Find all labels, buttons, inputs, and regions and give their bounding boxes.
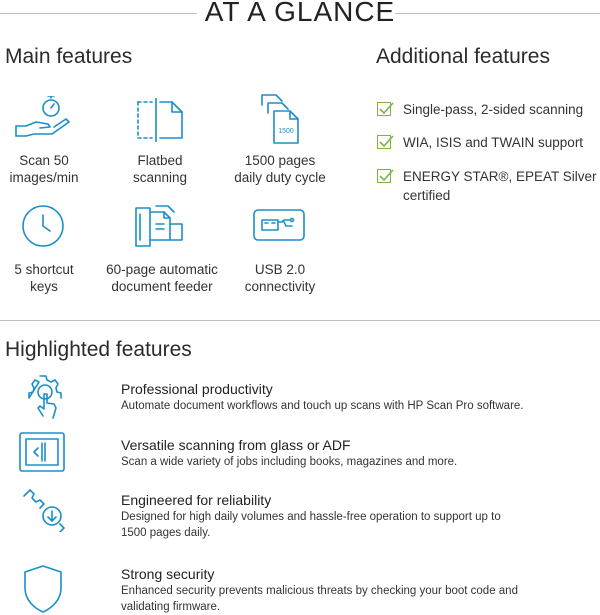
main-feature-line2: images/min bbox=[9, 170, 79, 185]
highlight-item bbox=[121, 381, 596, 414]
main-feature-line2: connectivity bbox=[244, 279, 316, 294]
title-bar bbox=[0, 0, 600, 28]
highlight-title: Versatile scanning from glass or ADF bbox=[121, 437, 351, 453]
clock-icon bbox=[20, 203, 66, 249]
wrench-download-icon bbox=[22, 488, 68, 532]
highlight-desc: Designed for high daily volumes and hassle-free operation to support up to bbox=[121, 511, 501, 523]
highlight-item bbox=[121, 492, 596, 541]
main-feature-scan-speed bbox=[0, 152, 88, 186]
additional-feature-item bbox=[403, 100, 598, 119]
main-feature-line1: 1500 pages bbox=[244, 153, 316, 168]
document-feeder-icon bbox=[134, 202, 186, 248]
checkbox-icon bbox=[377, 169, 391, 183]
page-stack-icon bbox=[258, 93, 302, 145]
main-feature-line2: daily duty cycle bbox=[234, 170, 326, 185]
section-divider bbox=[0, 320, 600, 321]
glass-adf-icon bbox=[18, 431, 66, 473]
highlight-item bbox=[121, 566, 596, 615]
highlight-title: Engineered for reliability bbox=[121, 492, 272, 508]
highlight-title: Strong security bbox=[121, 566, 215, 582]
page-stack-badge: 1500 bbox=[278, 128, 294, 135]
main-feature-flatbed bbox=[110, 152, 210, 186]
additional-feature-item bbox=[403, 133, 598, 152]
main-feature-line1: 60-page automatic bbox=[106, 262, 218, 277]
main-feature-line1: Scan 50 bbox=[19, 153, 69, 168]
additional-feature-line2: certified bbox=[403, 188, 451, 203]
highlight-item bbox=[121, 437, 596, 470]
highlight-desc: Scan a wide variety of jobs including books, magazines and more. bbox=[121, 456, 458, 468]
highlight-desc: 1500 pages daily. bbox=[121, 527, 211, 539]
additional-feature-item bbox=[403, 167, 598, 205]
additional-feature-line1: ENERGY STAR®, EPEAT Silver bbox=[403, 169, 597, 184]
main-feature-line2: document feeder bbox=[111, 279, 213, 294]
additional-feature-line1: WIA, ISIS and TWAIN support bbox=[403, 135, 584, 150]
main-features-heading: Main features bbox=[5, 45, 133, 68]
shield-icon bbox=[22, 564, 64, 614]
main-feature-line1: 5 shortcut bbox=[14, 262, 74, 277]
highlight-title: Professional productivity bbox=[121, 381, 273, 397]
main-feature-shortcut-keys bbox=[0, 261, 88, 295]
highlight-desc: Automate document workflows and touch up scans with HP Scan Pro software. bbox=[121, 400, 524, 412]
highlighted-features-heading: Highlighted features bbox=[5, 338, 192, 361]
additional-feature-line1: Single-pass, 2-sided scanning bbox=[403, 102, 584, 117]
main-feature-line2: keys bbox=[30, 279, 58, 294]
main-feature-line2: scanning bbox=[132, 170, 188, 185]
main-feature-line1: USB 2.0 bbox=[254, 262, 306, 277]
gear-touch-icon bbox=[26, 374, 62, 420]
highlight-desc: Enhanced security prevents malicious threats by checking your boot code and bbox=[121, 585, 518, 597]
additional-features-heading: Additional features bbox=[376, 45, 550, 68]
checkbox-icon bbox=[377, 135, 391, 149]
flatbed-scan-icon bbox=[136, 98, 184, 142]
main-feature-adf bbox=[92, 261, 232, 295]
page-title: AT A GLANCE bbox=[204, 0, 396, 27]
usb-icon bbox=[252, 208, 306, 242]
checkbox-icon bbox=[377, 102, 391, 116]
main-feature-duty-cycle bbox=[225, 152, 335, 186]
hand-stopwatch-icon bbox=[14, 96, 72, 142]
main-feature-usb bbox=[225, 261, 335, 295]
highlight-desc: validating firmware. bbox=[121, 601, 221, 613]
main-feature-line1: Flatbed bbox=[137, 153, 183, 168]
